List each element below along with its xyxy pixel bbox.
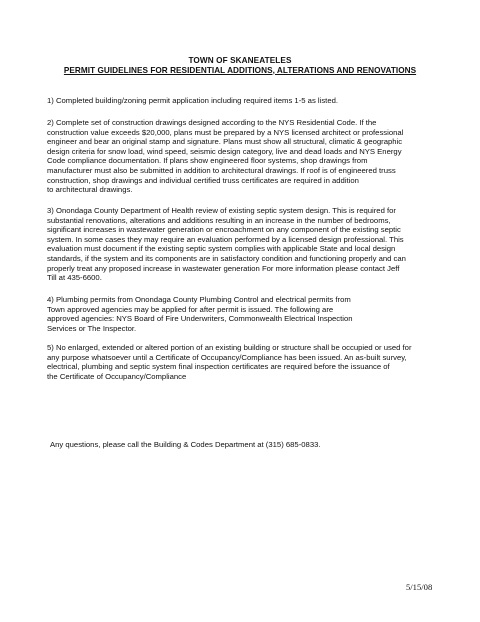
contact-note: Any questions, please call the Building & Codes Department at (315) 685-0833.	[50, 440, 321, 449]
item-line: construction value exceeds $20,000, plans must be prepared by a NYS licensed architect or professional	[47, 127, 404, 137]
item-line: to architectural drawings.	[47, 185, 133, 195]
item-line: properly treat any proposed increase in wastewater generation For more information please contact Jeff	[47, 263, 400, 273]
item-line: 2) Complete set of construction drawings designed according to the NYS Residential Code. If the	[47, 118, 377, 127]
item-line: Code compliance documentation. If plans show engineered floor systems, shop drawings from	[47, 156, 368, 166]
item-line: the Certificate of Occupancy/Compliance	[47, 371, 187, 381]
guideline-item-5	[47, 343, 457, 381]
item-line: system. In some cases they may require an evaluation performed by a licensed design professional. This	[47, 234, 404, 244]
item-line: 1) Completed building/zoning permit application including required items 1-5 as listed.	[47, 96, 339, 105]
item-line: substantial renovations, alterations and additions resulting in an increase in the number of bedrooms,	[47, 215, 391, 225]
guideline-item-4	[47, 295, 457, 333]
item-line: standards, if the system and its components are in satisfactory condition and functioning properly and can	[47, 253, 406, 263]
document-title: TOWN OF SKANEATELES	[188, 56, 292, 65]
document-subtitle: PERMIT GUIDELINES FOR RESIDENTIAL ADDITIONS, ALTERATIONS AND RENOVATIONS	[63, 65, 417, 75]
item-line: Till at 435-6600.	[47, 273, 102, 283]
item-line: engineer and bear an original stamp and signature. Plans must show all structural, climatic & geographic	[47, 137, 403, 147]
item-line: Services or The Inspector.	[47, 323, 137, 333]
item-line: 4) Plumbing permits from Onondaga County Plumbing Control and electrical permits from	[47, 295, 351, 304]
guideline-item-1	[47, 96, 457, 106]
guideline-item-3	[47, 206, 457, 283]
item-line: any purpose whatsoever until a Certificate of Occupancy/Compliance has been issued. An as-built survey,	[47, 352, 407, 362]
document-date: 5/15/08	[406, 582, 433, 592]
item-line: 5) No enlarged, extended or altered portion of an existing building or structure shall be occupied or used for	[47, 343, 412, 352]
item-line: construction, shop drawings and individual certified truss certificates are required in addition	[47, 175, 359, 185]
item-line: evaluation must document if the existing septic system complies with applicable State and local design	[47, 244, 396, 254]
item-line: approved agencies: NYS Board of Fire Underwriters, Commonwealth Electrical Inspection	[47, 314, 353, 324]
guideline-item-2	[47, 118, 457, 195]
item-line: manufacturer must also be submitted in addition to architectural drawings. If roof is of engineered truss	[47, 165, 396, 175]
item-line: significant increases in wastewater generation or encroachment on any component of the existing septic	[47, 225, 401, 235]
item-line: electrical, plumbing and septic system final inspection certificates are required before the issuance of	[47, 362, 390, 372]
item-line: 3) Onondaga County Department of Health review of existing septic system design. This is required for	[47, 206, 396, 215]
item-line: Town approved agencies may be applied for after permit is issued. The following are	[47, 304, 334, 314]
item-line: design criteria for snow load, wind speed, seismic design category, live and dead loads and NYS Energy	[47, 146, 402, 156]
